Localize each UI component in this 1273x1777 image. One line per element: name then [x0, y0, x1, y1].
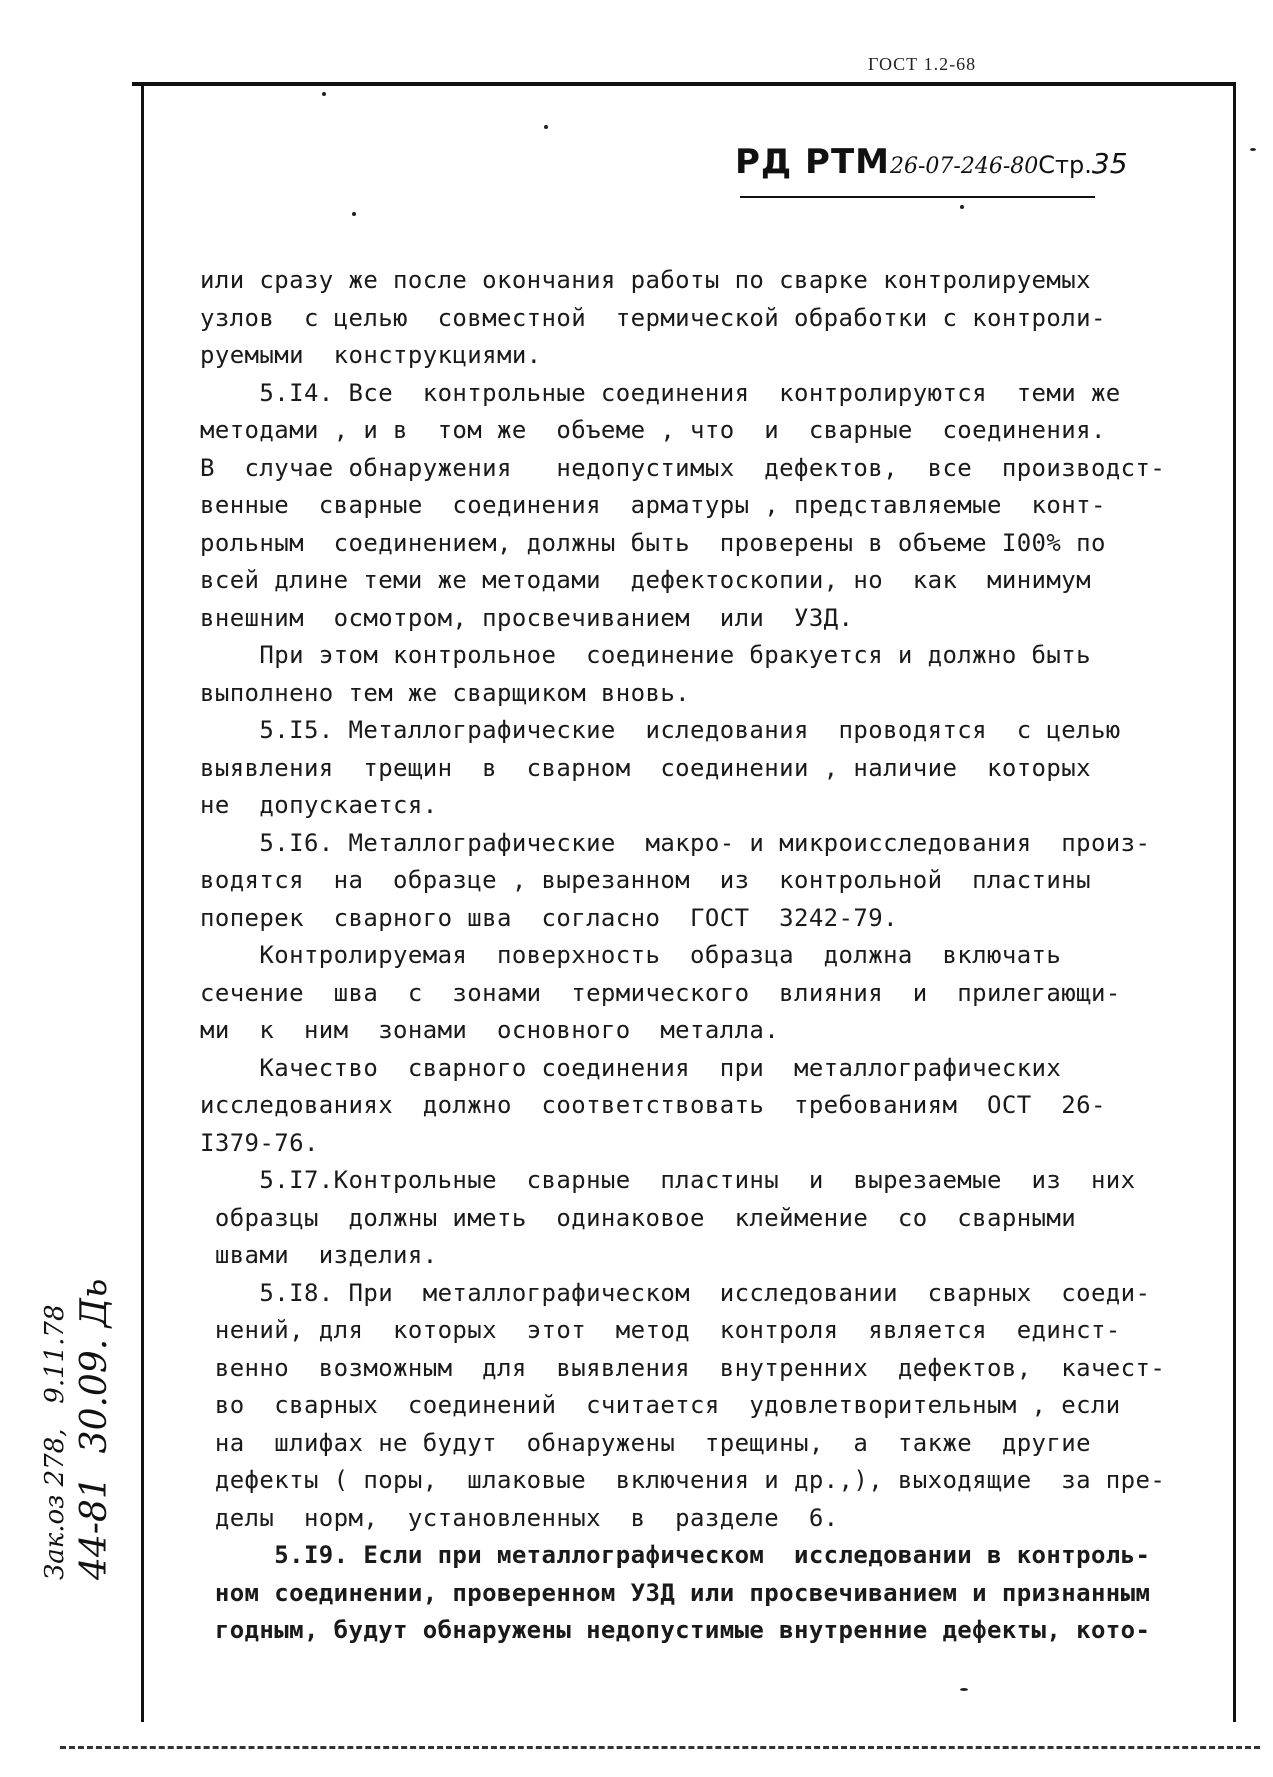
scan-speck: [544, 125, 548, 129]
text-line: дефекты ( поры, шлаковые включения и др.,), выходящие за пре-: [200, 1466, 1166, 1494]
text-line: всей длине теми же методами дефектоскопии, но как минимум: [200, 566, 1091, 594]
text-line: нений, для которых этот метод контроля является единст-: [200, 1316, 1121, 1344]
text-line: на шлифах не будут обнаружены трещины, а также другие: [200, 1428, 1091, 1457]
text-line: водятся на образце , вырезанном из контрольной пластины: [200, 866, 1091, 894]
text-line: исследованиях должно соответствовать требованиям ОСТ 26-: [200, 1091, 1106, 1119]
margin-note-line-1: Зак.оз 278, 9.11.78: [40, 1304, 70, 1580]
text-line: выявления трещин в сварном соединении , наличие которых: [200, 753, 1091, 782]
page-label: Стр.: [1038, 151, 1092, 179]
text-line: методами , и в том же объеме , что и сварные соединения.: [200, 416, 1106, 444]
text-line: узлов с целью совместной термической обработки с контроли-: [200, 303, 1106, 332]
text-line: Качество сварного соединения при металлографических: [200, 1053, 1062, 1082]
document-code-underline: [740, 196, 1095, 198]
frame-bottom-border: [60, 1746, 1260, 1749]
text-line: 5.I9. Если при металлографическом исследовании в контроль-: [200, 1541, 1151, 1569]
text-line: сечение шва с зонами термического влияния и прилегающи-: [200, 978, 1121, 1007]
margin-handwritten-note: [40, 1279, 115, 1580]
text-line: ми к ним зонами основного металла.: [200, 1016, 780, 1044]
scan-speck: [1250, 148, 1256, 151]
text-line: швами изделия.: [200, 1241, 438, 1269]
text-line: 5.I6. Металлографические макро- и микроисследования произ-: [200, 828, 1151, 857]
text-line: во сварных соединений считается удовлетворительным , если: [200, 1391, 1121, 1419]
text-line: не допускается.: [200, 791, 438, 819]
document-code-prefix: РД РТМ: [735, 142, 890, 182]
text-line: В случае обнаружения недопустимых дефектов, все производст-: [200, 453, 1166, 482]
gost-stamp: ГОСТ 1.2-68: [868, 54, 977, 74]
text-line: поперек сварного шва согласно ГОСТ 3242-79.: [200, 903, 898, 932]
frame-right-border: [1233, 82, 1236, 1722]
margin-note-line-2: 44-81 30.09. Дь: [74, 1278, 115, 1580]
text-line: 5.I8. При металлографическом исследовании сварных соеди-: [200, 1278, 1151, 1307]
text-line: годным, будут обнаружены недопустимые внутренние дефекты, кото-: [200, 1616, 1151, 1644]
document-code-number: 26-07-246-80: [889, 154, 1039, 179]
text-line: венные сварные соединения арматуры , представляемые конт-: [200, 491, 1106, 519]
scan-speck: [960, 205, 964, 209]
text-line: Контролируемая поверхность образца должна включать: [200, 941, 1062, 969]
text-line: 5.I7.Контрольные сварные пластины и вырезаемые из них: [200, 1166, 1136, 1194]
document-code: [735, 142, 1128, 182]
text-line: руемыми конструкциями.: [200, 341, 542, 369]
page-number: 35: [1091, 147, 1128, 180]
frame-top-border: [132, 82, 1235, 86]
text-line: венно возможным для выявления внутренних дефектов, качест-: [200, 1353, 1166, 1382]
text-line: I379-76.: [200, 1128, 319, 1157]
scan-speck: [322, 92, 326, 96]
text-line: 5.I5. Металлографические иследования проводятся с целью: [200, 716, 1121, 744]
text-line: образцы должны иметь одинаковое клеймение со сварными: [200, 1203, 1077, 1232]
text-line: выполнено тем же сварщиком вновь.: [200, 678, 691, 707]
scan-speck: [352, 212, 356, 216]
text-line: делы норм, установленных в разделе 6.: [200, 1503, 839, 1532]
text-line: При этом контрольное соединение бракуется и должно быть: [200, 641, 1091, 669]
text-line: ном соединении, проверенном УЗД или просвечиванием и признанным: [200, 1578, 1151, 1607]
text-line: или сразу же после окончания работы по сварке контролируемых: [200, 266, 1091, 294]
text-line: 5.I4. Все контрольные соединения контролируются теми же: [200, 378, 1121, 407]
scan-speck: [960, 1688, 968, 1691]
text-line: рольным соединением, должны быть проверены в объеме I00% по: [200, 528, 1106, 557]
frame-left-border: [141, 82, 144, 1722]
text-line: внешним осмотром, просвечиванием или УЗД.: [200, 603, 854, 632]
document-body: [200, 262, 1225, 1650]
